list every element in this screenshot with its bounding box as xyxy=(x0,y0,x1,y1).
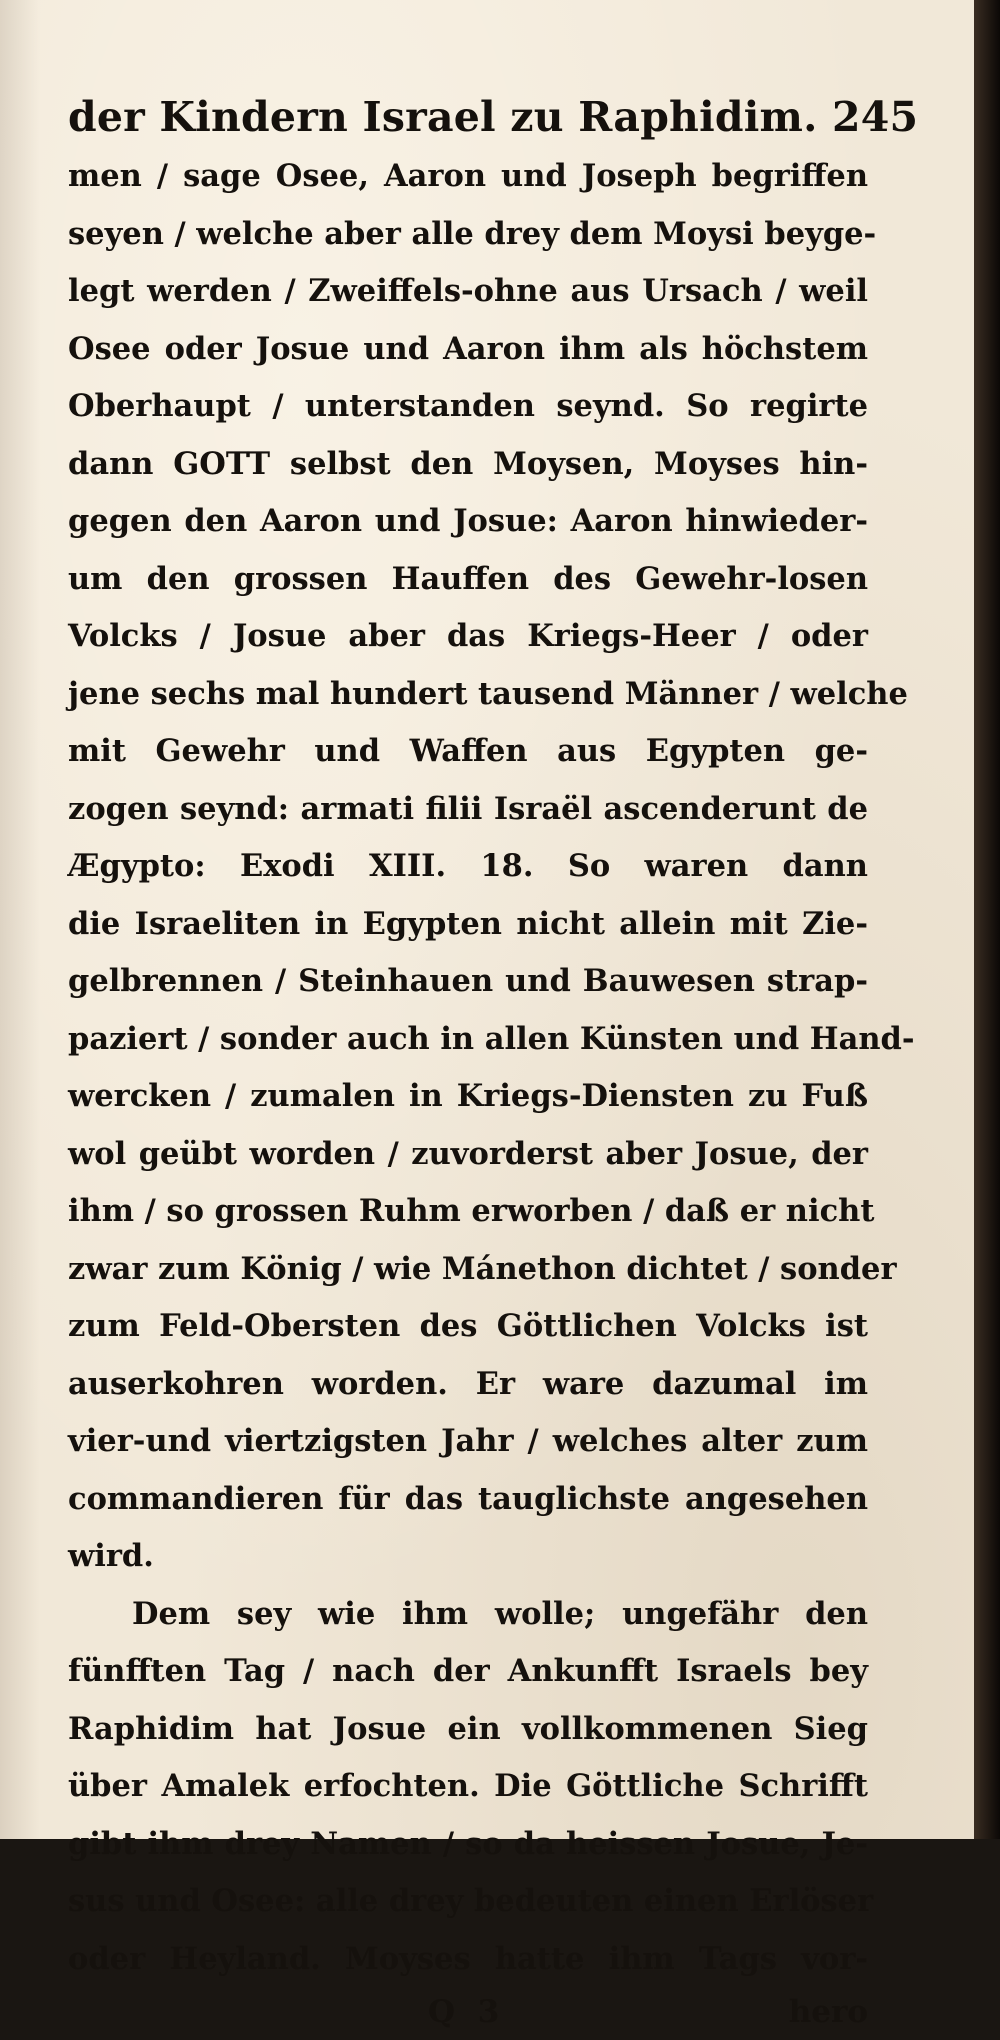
catchword: hero xyxy=(788,1994,868,2030)
text-line: Volcks / Josue aber das Kriegs-Heer / oder xyxy=(68,618,868,654)
text-line: jene sechs mal hundert tausend Männer / welche xyxy=(68,675,908,712)
text-line: die Israeliten in Egypten nicht allein mit Zie- xyxy=(68,905,868,942)
text-line: wercken / zumalen in Kriegs-Diensten zu Fuß xyxy=(68,1078,868,1114)
page-footer xyxy=(68,1990,868,2040)
text-line: commandieren für das tauglichste angesehen xyxy=(68,1480,868,1517)
text-line: Raphidim hat Josue ein vollkommenen Sieg xyxy=(68,1710,868,1747)
text-line: men / sage Osee, Aaron und Joseph begriffen xyxy=(68,158,868,194)
paragraph-end-line: wird. xyxy=(68,1538,154,1574)
text-line: legt werden / Zweiffels-ohne aus Ursach / weil xyxy=(68,273,868,309)
text-line: wol geübt worden / zuvorderst aber Josue, der xyxy=(68,1135,868,1172)
text-block xyxy=(68,92,919,2040)
text-line: Ægypto: Exodi XIII. 18. So waren dann xyxy=(68,848,868,884)
running-head: der Kindern Israel zu Raphidim. 245 xyxy=(68,93,919,141)
text-line: gegen den Aaron und Josue: Aaron hinwieder- xyxy=(68,503,868,539)
text-line: seyen / welche aber alle drey dem Moysi beyge- xyxy=(68,215,877,252)
body-text xyxy=(68,148,915,1988)
text-line: zwar zum König / wie Mánethon dichtet / sonder xyxy=(68,1250,897,1287)
text-line: auserkohren worden. Er ware dazumal im xyxy=(68,1365,868,1402)
text-line: Oberhaupt / unterstanden seynd. So regirte xyxy=(68,388,868,424)
text-line: zum Feld-Obersten des Göttlichen Volcks ist xyxy=(68,1308,868,1344)
text-line: mit Gewehr und Waffen aus Egypten ge- xyxy=(68,733,868,769)
signature-mark: Q 3 xyxy=(428,1994,506,2030)
text-line: zogen seynd: armati filii Israël ascenderunt de xyxy=(68,790,868,827)
text-line: um den grossen Hauffen des Gewehr-losen xyxy=(68,560,868,597)
text-line: sus und Osee: alle drey bedeuten einen Erlöser xyxy=(68,1883,874,1919)
text-line: ihm / so grossen Ruhm erworben / daß er nicht xyxy=(68,1193,875,1229)
text-line: gibt ihm drey Namen / so da heissen Josue, Je- xyxy=(68,1825,868,1862)
paragraph-start-line: Dem sey wie ihm wolle; ungefähr den xyxy=(132,1595,868,1632)
text-line: dann GOTT selbst den Moysen, Moyses hin- xyxy=(68,445,868,482)
text-line: über Amalek erfochten. Die Göttliche Schrifft xyxy=(68,1768,868,1804)
binding-edge xyxy=(974,0,1000,1839)
text-line: gelbrennen / Steinhauen und Bauwesen strap- xyxy=(68,963,868,999)
text-line: vier-und viertzigsten Jahr / welches alter zum xyxy=(68,1423,868,1459)
text-line: oder Heyland. Moyses hatte ihm Tags vor- xyxy=(68,1940,868,1977)
text-line: Osee oder Josue und Aaron ihm als höchstem xyxy=(68,330,868,367)
text-line: fünfften Tag / nach der Ankunfft Israels bey xyxy=(68,1653,868,1689)
spine-shadow xyxy=(0,0,40,1839)
text-line: paziert / sonder auch in allen Künsten und Hand- xyxy=(68,1020,915,1057)
